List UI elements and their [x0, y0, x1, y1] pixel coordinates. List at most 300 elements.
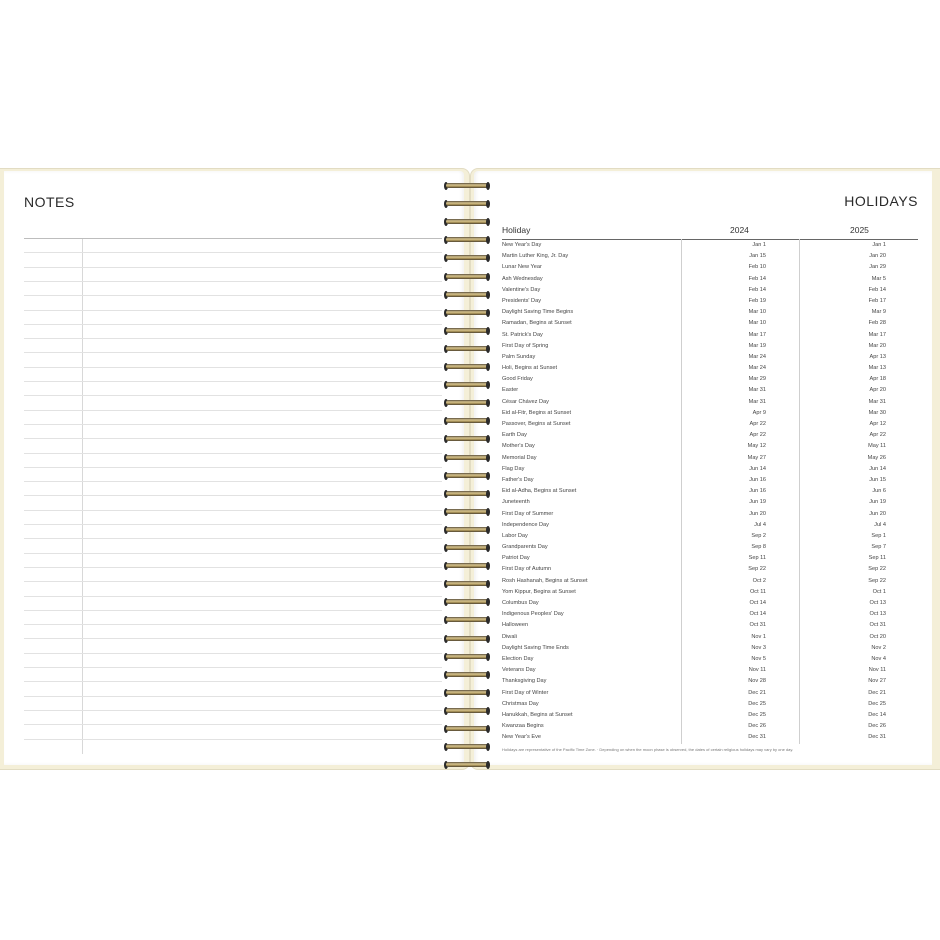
date-2025: Jul 4	[874, 521, 886, 528]
spiral-ring	[446, 236, 492, 244]
date-2025: Jan 29	[869, 264, 886, 271]
spiral-ring	[446, 526, 492, 534]
binding-hole	[486, 309, 490, 317]
holiday-name: Eid al-Fitr, Begins at Sunset	[502, 409, 572, 416]
notes-line	[24, 710, 442, 711]
notes-line	[24, 681, 442, 682]
date-2024: Mar 31	[748, 387, 766, 394]
date-2024: Jun 14	[749, 465, 766, 472]
wire-loop	[446, 473, 490, 478]
table-row	[502, 251, 918, 262]
date-2024: Jun 20	[749, 510, 766, 517]
binding-hole	[486, 743, 490, 751]
wire-loop	[446, 690, 490, 695]
notes-line	[24, 481, 442, 482]
table-row	[502, 240, 918, 251]
holiday-name: Mother's Day	[502, 443, 535, 450]
notes-line	[24, 324, 442, 325]
date-2025: Apr 18	[869, 376, 886, 383]
notes-line	[24, 410, 442, 411]
notes-line	[24, 467, 442, 468]
wire-loop	[446, 762, 490, 767]
table-row	[502, 285, 918, 296]
wire-loop	[446, 581, 490, 586]
notes-line	[24, 424, 442, 425]
date-2024: Sep 2	[751, 532, 766, 539]
holiday-name: Kwanzaa Begins	[502, 723, 544, 730]
notes-line	[24, 553, 442, 554]
notes-line	[24, 367, 442, 368]
date-2025: May 26	[867, 454, 886, 461]
holiday-name: Labor Day	[502, 532, 528, 539]
table-row	[502, 531, 918, 542]
binding-hole	[486, 671, 490, 679]
date-2025: Oct 13	[869, 600, 886, 606]
notes-page	[4, 171, 464, 765]
date-2024: Mar 19	[748, 342, 766, 349]
table-row	[502, 408, 918, 419]
date-2024: May 27	[747, 454, 766, 461]
date-2025: Dec 21	[868, 689, 886, 696]
date-2025: Nov 2	[871, 644, 886, 651]
holiday-name: Yom Kippur, Begins at Sunset	[502, 588, 576, 595]
holiday-name: Good Friday	[502, 376, 533, 383]
wire-loop	[446, 491, 490, 496]
date-2024: Oct 2	[752, 577, 766, 584]
holiday-name: Lunar New Year	[502, 264, 542, 271]
binding-hole	[486, 200, 490, 208]
date-2024: Mar 24	[748, 365, 766, 372]
wire-loop	[446, 708, 490, 713]
table-row	[502, 497, 918, 508]
date-2025: Dec 31	[868, 734, 886, 741]
wire-loop	[446, 744, 490, 749]
date-2024: Oct 31	[749, 622, 766, 629]
spiral-ring	[446, 218, 492, 226]
binding-hole	[486, 218, 490, 226]
table-row	[502, 598, 918, 609]
notes-line	[24, 567, 442, 568]
table-row	[502, 274, 918, 285]
table-row	[502, 397, 918, 408]
notes-line	[24, 267, 442, 268]
table-row	[502, 385, 918, 396]
date-2025: Apr 20	[869, 387, 886, 394]
spiral-ring	[446, 761, 492, 769]
date-2025: Mar 31	[868, 398, 886, 405]
date-2024: Jan 1	[752, 242, 766, 248]
date-2025: Mar 17	[868, 331, 886, 338]
holiday-name: St. Patrick's Day	[502, 331, 543, 338]
date-2024: May 12	[747, 443, 766, 450]
holiday-name: New Year's Eve	[502, 734, 542, 741]
date-2024: Sep 11	[748, 555, 766, 562]
notes-line	[24, 310, 442, 311]
holiday-name: New Year's Day	[502, 242, 542, 248]
table-row	[502, 620, 918, 631]
date-2025: Dec 26	[868, 723, 886, 730]
wire-loop	[446, 201, 490, 206]
date-2024: Mar 24	[748, 353, 766, 360]
binding-hole	[486, 689, 490, 697]
date-2025: May 11	[868, 443, 886, 450]
table-row	[502, 430, 918, 441]
date-2024: Dec 21	[748, 689, 766, 696]
date-2025: Apr 22	[869, 432, 886, 439]
table-row	[502, 352, 918, 363]
binding-hole	[486, 580, 490, 588]
table-row	[502, 564, 918, 575]
date-2024: Dec 25	[748, 700, 766, 707]
date-2025: Jun 19	[869, 499, 886, 506]
date-2024: Oct 11	[749, 588, 766, 595]
date-2024: Jul 4	[754, 521, 766, 528]
holiday-name: Eid al-Adha, Begins at Sunset	[502, 488, 577, 495]
date-2024: Nov 1	[751, 633, 766, 640]
notes-line	[24, 510, 442, 511]
wire-loop	[446, 364, 490, 369]
header-year-2025: 2025	[850, 225, 869, 235]
holidays-table	[502, 225, 918, 743]
wire-loop	[446, 726, 490, 731]
notes-line	[24, 696, 442, 697]
holiday-name: First Day of Summer	[502, 510, 554, 517]
table-row	[502, 520, 918, 531]
holiday-name: Father's Day	[502, 476, 534, 483]
wire-loop	[446, 292, 490, 297]
binding-hole	[486, 345, 490, 353]
date-2024: Nov 28	[748, 678, 766, 685]
spiral-ring	[446, 472, 492, 480]
table-row	[502, 542, 918, 553]
table-row	[502, 721, 918, 732]
binding-hole	[486, 598, 490, 606]
date-2025: Feb 17	[868, 297, 886, 304]
binding-hole	[486, 254, 490, 262]
date-2024: Apr 22	[749, 421, 766, 427]
spiral-ring	[446, 399, 492, 407]
date-2025: Sep 1	[871, 532, 886, 539]
table-row	[502, 587, 918, 598]
binding-hole	[486, 635, 490, 643]
date-2024: Jun 16	[749, 488, 766, 495]
date-2024: Mar 10	[748, 320, 766, 327]
date-2025: Sep 11	[868, 555, 886, 562]
binding-hole	[486, 435, 490, 443]
table-row	[502, 688, 918, 699]
table-row	[502, 676, 918, 687]
date-2025: Nov 11	[868, 667, 886, 674]
spiral-ring	[446, 725, 492, 733]
table-row	[502, 553, 918, 564]
binding-hole	[486, 508, 490, 516]
date-2024: Dec 31	[748, 734, 766, 741]
wire-loop	[446, 237, 490, 242]
spiral-ring	[446, 309, 492, 317]
spiral-ring	[446, 635, 492, 643]
date-2024: Nov 11	[748, 667, 766, 674]
spiral-ring	[446, 381, 492, 389]
date-2025: Jan 1	[872, 242, 886, 248]
date-2025: Dec 25	[868, 700, 886, 707]
wire-loop	[446, 654, 490, 659]
binding-hole	[486, 363, 490, 371]
table-row	[502, 475, 918, 486]
holiday-name: Halloween	[502, 622, 529, 629]
table-row	[502, 374, 918, 385]
wire-loop	[446, 545, 490, 550]
binding-hole	[486, 273, 490, 281]
notes-line	[24, 352, 442, 353]
wire-loop	[446, 219, 490, 224]
binding-hole	[486, 381, 490, 389]
table-row	[502, 654, 918, 665]
spiral-ring	[446, 182, 492, 190]
holiday-name: Valentine's Day	[502, 286, 541, 293]
notes-line	[24, 495, 442, 496]
table-row	[502, 296, 918, 307]
holidays-title: HOLIDAYS	[844, 193, 918, 209]
date-2024: Jan 15	[749, 253, 766, 260]
spiral-ring	[446, 345, 492, 353]
date-2025: Oct 1	[872, 588, 886, 595]
holiday-name: Passover, Begins at Sunset	[502, 421, 571, 427]
wire-loop	[446, 183, 490, 188]
notes-line	[24, 381, 442, 382]
date-2025: Mar 9	[871, 309, 886, 316]
wire-loop	[446, 672, 490, 677]
table-row	[502, 486, 918, 497]
spiral-ring	[446, 598, 492, 606]
date-2025: Mar 20	[868, 342, 886, 349]
table-row	[502, 441, 918, 452]
date-2024: Feb 10	[748, 264, 766, 271]
notes-line	[24, 524, 442, 525]
holiday-name: Diwali	[502, 633, 517, 640]
holiday-name: Indigenous Peoples' Day	[502, 611, 564, 618]
holiday-name: Ash Wednesday	[502, 275, 543, 282]
wire-loop	[446, 509, 490, 514]
holidays-page	[474, 171, 932, 765]
holiday-name: Election Day	[502, 655, 534, 662]
holiday-name: Daylight Saving Time Ends	[502, 644, 569, 651]
wire-loop	[446, 436, 490, 441]
spiral-ring	[446, 689, 492, 697]
table-row	[502, 665, 918, 676]
table-row	[502, 262, 918, 273]
notes-line	[24, 295, 442, 296]
date-2025: Jun 14	[869, 465, 886, 472]
notes-line	[24, 596, 442, 597]
spiral-ring	[446, 508, 492, 516]
holiday-name: Ramadan, Begins at Sunset	[502, 320, 572, 327]
binding-hole	[486, 399, 490, 407]
date-2024: Jun 16	[749, 476, 766, 483]
spiral-ring	[446, 671, 492, 679]
date-2024: Apr 9	[752, 409, 766, 416]
holiday-name: Grandparents Day	[502, 544, 548, 551]
date-2024: Feb 19	[748, 297, 766, 304]
table-row	[502, 509, 918, 520]
binding-hole	[486, 490, 490, 498]
binding-hole	[486, 616, 490, 624]
notes-line	[24, 581, 442, 582]
table-row	[502, 609, 918, 620]
notes-line	[24, 252, 442, 253]
holiday-name: Easter	[502, 387, 519, 394]
table-row	[502, 363, 918, 374]
notes-line	[24, 624, 442, 625]
spiral-ring	[446, 417, 492, 425]
holiday-name: César Chávez Day	[502, 398, 549, 405]
date-2024: Apr 22	[749, 432, 766, 439]
wire-loop	[446, 346, 490, 351]
date-2025: Feb 28	[868, 320, 886, 327]
holiday-name: Holi, Begins at Sunset	[502, 365, 558, 372]
spiral-ring	[446, 273, 492, 281]
holidays-footnote: Holidays are representative of the Pacific Time Zone. · Depending on when the moon phase is observed, the dates of certain religious holidays may vary by one day.	[502, 747, 794, 752]
header-year-2024: 2024	[730, 225, 749, 235]
spiral-ring	[446, 743, 492, 751]
notes-line	[24, 610, 442, 611]
holiday-name: Juneteenth	[502, 499, 530, 506]
table-row	[502, 699, 918, 710]
date-2024: Dec 25	[748, 711, 766, 718]
table-row	[502, 732, 918, 743]
date-2025: Apr 13	[869, 353, 886, 360]
table-row	[502, 464, 918, 475]
wire-loop	[446, 382, 490, 387]
date-2024: Oct 14	[749, 611, 766, 618]
date-2024: Nov 5	[751, 655, 766, 662]
notes-line	[24, 638, 442, 639]
holiday-name: Daylight Saving Time Begins	[502, 309, 574, 316]
binding-hole	[486, 562, 490, 570]
wire-loop	[446, 455, 490, 460]
table-row	[502, 453, 918, 464]
spiral-ring	[446, 200, 492, 208]
binding-hole	[486, 653, 490, 661]
table-row	[502, 307, 918, 318]
date-2025: Mar 30	[868, 409, 886, 416]
table-row	[502, 643, 918, 654]
wire-loop	[446, 636, 490, 641]
date-2024: Mar 10	[748, 309, 766, 316]
holiday-name: Patriot Day	[502, 555, 530, 562]
binding-hole	[486, 417, 490, 425]
date-2024: Sep 22	[748, 566, 766, 573]
date-2025: Jan 20	[869, 253, 886, 260]
spiral-ring	[446, 254, 492, 262]
date-2024: Nov 3	[751, 644, 766, 651]
wire-loop	[446, 328, 490, 333]
holiday-name: Hanukkah, Begins at Sunset	[502, 711, 573, 718]
date-2025: Sep 22	[868, 566, 886, 573]
holidays-table-body	[502, 240, 918, 743]
table-row	[502, 710, 918, 721]
date-2025: Dec 14	[868, 711, 886, 718]
date-2025: Sep 22	[868, 577, 886, 584]
holiday-name: Earth Day	[502, 432, 527, 439]
binding-hole	[486, 291, 490, 299]
date-2025: Jun 20	[869, 510, 886, 517]
notes-line	[24, 438, 442, 439]
binding-hole	[486, 236, 490, 244]
wire-loop	[446, 563, 490, 568]
binding-hole	[486, 526, 490, 534]
notes-title: NOTES	[24, 194, 75, 210]
date-2025: Oct 31	[869, 622, 886, 629]
spiral-ring	[446, 363, 492, 371]
spiral-ring	[446, 490, 492, 498]
date-2025: Jun 6	[872, 488, 886, 495]
holiday-name: First Day of Winter	[502, 689, 549, 696]
spiral-ring	[446, 562, 492, 570]
spiral-ring	[446, 454, 492, 462]
holiday-name: Columbus Day	[502, 600, 539, 606]
binding-hole	[486, 544, 490, 552]
binding-hole	[486, 761, 490, 769]
date-2025: Mar 13	[868, 365, 886, 372]
spiral-ring	[446, 707, 492, 715]
date-2024: Mar 17	[748, 331, 766, 338]
table-row	[502, 632, 918, 643]
spiral-ring	[446, 327, 492, 335]
holidays-table-header	[502, 225, 918, 240]
notes-line	[24, 281, 442, 282]
date-2025: Mar 5	[871, 275, 886, 282]
table-row	[502, 419, 918, 430]
holiday-name: Rosh Hashanah, Begins at Sunset	[502, 577, 588, 584]
holiday-name: Memorial Day	[502, 454, 537, 461]
header-holiday: Holiday	[502, 225, 531, 235]
spiral-ring	[446, 291, 492, 299]
holiday-name: Independence Day	[502, 521, 549, 528]
binding-hole	[486, 327, 490, 335]
date-2025: Nov 4	[871, 655, 886, 662]
notes-line	[24, 453, 442, 454]
notes-line	[24, 338, 442, 339]
notes-lines[interactable]	[24, 238, 442, 755]
holiday-name: Martin Luther King, Jr. Day	[502, 253, 569, 260]
wire-loop	[446, 418, 490, 423]
notes-line	[24, 667, 442, 668]
date-2024: Sep 8	[751, 544, 766, 551]
date-2024: Oct 14	[749, 600, 766, 606]
date-2024: Feb 14	[748, 286, 766, 293]
wire-loop	[446, 310, 490, 315]
date-2024: Dec 26	[748, 723, 766, 730]
spiral-ring	[446, 580, 492, 588]
date-2025: Feb 14	[868, 286, 886, 293]
notes-line	[24, 238, 442, 239]
spiral-binding	[446, 182, 492, 762]
binding-hole	[486, 472, 490, 480]
date-2025: Apr 12	[869, 421, 886, 427]
holiday-name: Presidents' Day	[502, 297, 541, 304]
holiday-name: First Day of Spring	[502, 342, 549, 349]
binding-hole	[486, 182, 490, 190]
wire-loop	[446, 599, 490, 604]
planner-spread	[0, 168, 940, 770]
date-2025: Oct 20	[869, 633, 886, 640]
wire-loop	[446, 255, 490, 260]
holiday-name: First Day of Autumn	[502, 566, 552, 573]
notes-line	[24, 395, 442, 396]
holiday-name: Flag Day	[502, 465, 525, 472]
date-2025: Sep 7	[871, 544, 886, 551]
binding-hole	[486, 725, 490, 733]
